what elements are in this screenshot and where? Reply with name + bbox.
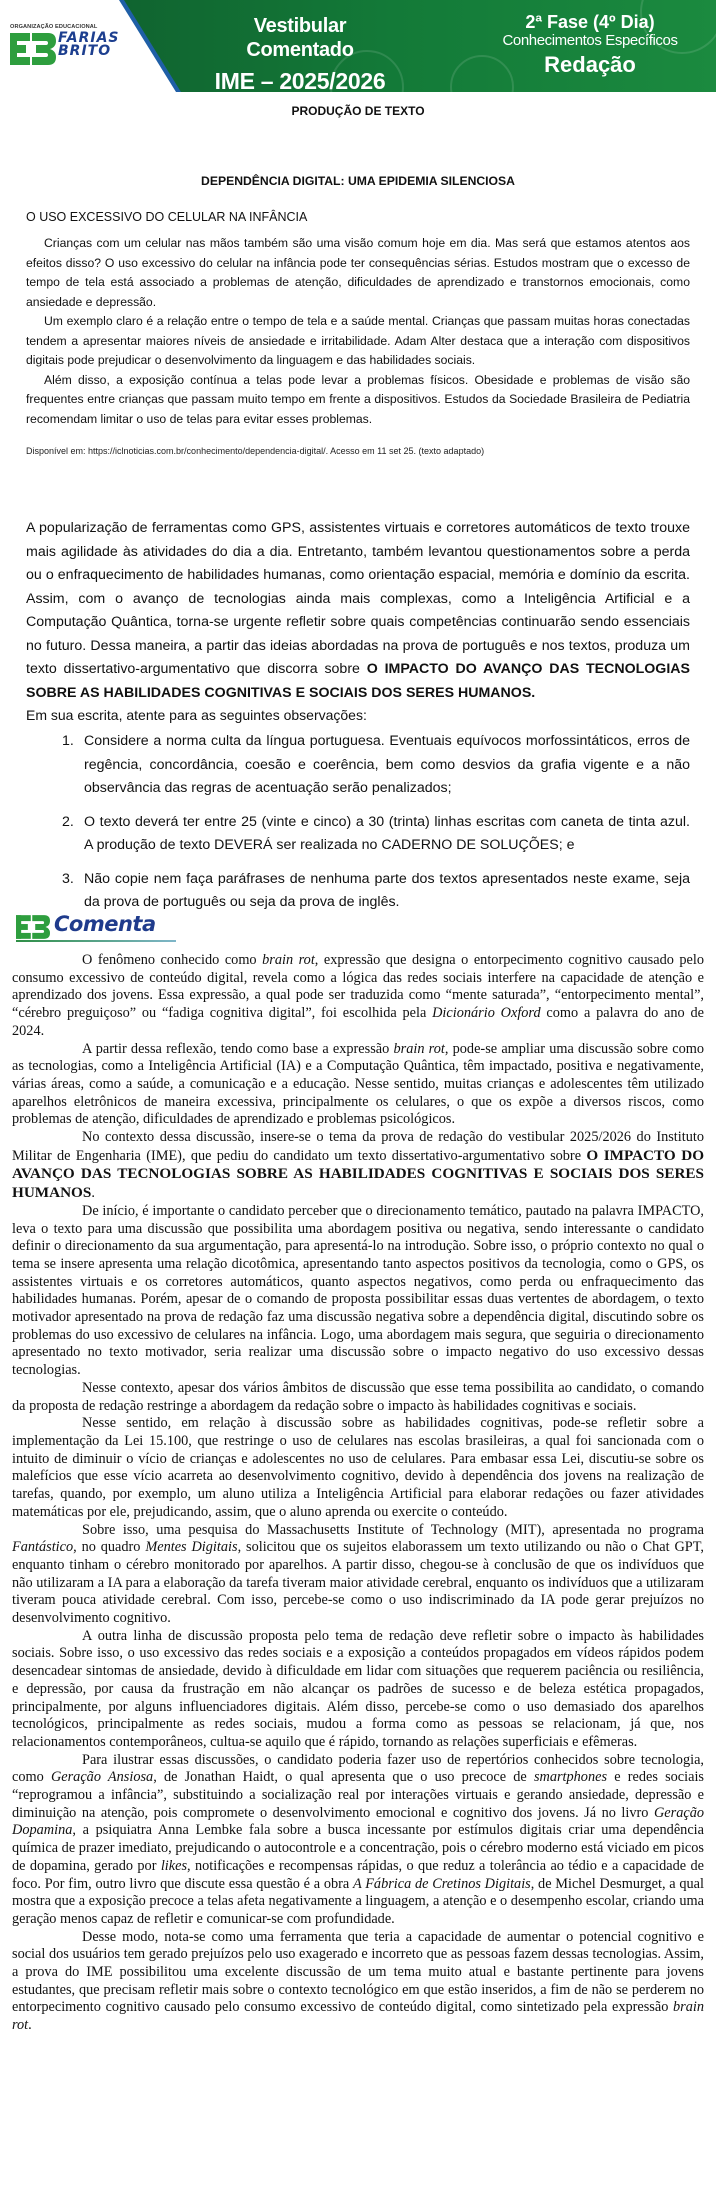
essay-prompt [26,517,690,705]
commentary-paragraph [12,1522,704,1628]
logo-name [58,32,120,58]
commentary-paragraph [12,1752,704,1929]
header-phase: 2ª Fase (4º Dia) [525,12,655,32]
support-text-title: DEPENDÊNCIA DIGITAL: UMA EPIDEMIA SILENCIOSA [201,174,515,188]
text-run: , pode-se ampliar uma discussão sobre como as tecnologias, como a Inteligência Artificial (IA) e a Computação Quântica, têm impactado, positiva e negativamente, várias áreas, como a saúde, a comunicação e a educação. Nesse sentido, muitas crianças e adolescentes têm utilizado aparelhos eletrônicos de maneira excessiva, principalmente os celulares, o que os expõe a diversos riscos, como problemas de atenção, dificuldades de aprendizado e problemas psicológicos. [12,1040,704,1128]
header-title: Vestibular Comentado [246,15,354,61]
italic-term: brain rot [393,1040,445,1057]
commentary-paragraph [12,1129,704,1203]
observation-item [62,730,690,801]
text-run: , de Michel Desmurget, a qual mostra que a exposição precoce a telas afeta negativamente a linguagem, a atenção e o desempenho escolar, criando uma geração menos capaz de refletir e comunicar-se com profundidade. [12,1875,704,1927]
italic-term: Fantástico [12,1539,74,1556]
italic-term: likes [160,1857,188,1874]
observation-text: O texto deverá ter entre 25 (vinte e cinco) a 30 (trinta) linhas escritas com caneta de tinta azul. A produção de texto DEVERÁ ser realizada no CADERNO DE SOLUÇÕES; e [84,813,690,853]
text-run: e redes sociais “reprogramou a infância”, substituindo a socialização real por interações virtuais e gerando ansiedade, depressão e diminuição na atenção, pois compromete o desenvolvimento emocional e cognitivo dos jovens. Já no livro [12,1769,704,1821]
observation-number: 1. [62,733,74,749]
support-paragraph: Além disso, a exposição contínua a telas pode levar a problemas físicos. Obesidade e problemas de visão são frequentes entre crianças que passam muito tempo em frente a dispositivos. Estudos da Sociedade Brasileira de Pediatria recomendam limitar o uso de telas para evitar esses problemas. [26,372,690,426]
observation-item [62,868,690,915]
italic-term: smartphones [533,1769,608,1786]
header-subject: Redação [544,52,636,77]
italic-term: brain rot [262,952,315,968]
fb-logo-mark-icon [10,33,56,65]
text-run: , a psiquiatra Anna Lembke fala sobre a busca incessante por estímulos digitais criar uma dependência química de prazer imediato, prejudicando o autocontrole e a concentração, pois o cérebro moderno está viciado em picos de dopamina, gerado por [12,1822,704,1874]
text-run: Desse modo, nota-se como uma ferramenta que teria a capacidade de aumentar o potencial cognitivo e social dos usuários tem gerado prejuízos pelo uso exagerado e incorreto que as pessoas fazem dessas tecnologias. Assim, a prova do IME possibilitou uma excelente discussão de um tema muito atual e bastante pertinente para jovens estudantes, que precisam refletir mais sobre o contexto tecnológico em que estão inseridos, a fim de não se perderem no entorpecimento cognitivo causado pelo consumo excessivo de conteúdo digital, como sintetizado pela expressão [12,1928,704,2016]
prompt-theme: O IMPACTO DO AVANÇO DAS TECNOLOGIAS SOBRE AS HABILIDADES COGNITIVAS E SOCIAIS DOS SERES HUMANOS. [26,661,690,701]
observations-intro: Em sua escrita, atente para as seguintes observações: [26,707,367,723]
observations-list [62,730,690,925]
text-run: . [28,2017,32,2034]
italic-term: Geração Ansiosa [50,1769,154,1786]
text-run: Sobre isso, uma pesquisa do Massachusetts Institute of Technology (MIT), apresentada no programa [82,1521,704,1538]
italic-term: Dicionário Oxford [432,1005,541,1022]
source-citation: Disponível em: https://iclnoticias.com.br/conhecimento/dependencia-digital/. Acesso em 11 set 25. (texto adaptado) [26,446,485,456]
italic-term: A Fábrica de Cretinos Digitais [352,1875,531,1892]
commentary-paragraph [12,1929,704,2035]
text-run: , expressão que designa o entorpecimento cognitivo causado pelo consumo excessivo de conteúdo digital, revela como a lógica das redes sociais interfere na capacidade de atenção e aprendizado dos jovens. Essa expressão, a qual pode ser traduzida como “mente saturada”, “entorpecimento mental”, “cérebro preguiçoso” ou “fadiga cognitiva digital”, foi escolhida pela [12,952,705,1022]
text-run: O fenômeno conhecido como [82,952,263,968]
header-area: Conhecimentos Específicos [502,32,678,49]
logo-name-line2: BRITO [58,43,112,59]
italic-term: Mentes Digitais [145,1539,238,1556]
comenta-wordmark: Comenta [54,912,156,936]
logo-organization-label: ORGANIZAÇÃO EDUCACIONAL [10,24,98,30]
text-run: , de Jonathan Haidt, o qual apresenta que o uso precoce de [153,1769,534,1786]
text-run: , notificações e recompensas rápidas, o que reduz a tolerância ao tédio e a capacidade de foco. Por fim, outro livro que discute essa questão é a obra [12,1857,704,1892]
support-text-subtitle: O USO EXCESSIVO DO CELULAR NA INFÂNCIA [26,210,308,224]
commentary-body [12,952,704,2035]
theme-bold: O IMPACTO DO AVANÇO DAS TECNOLOGIAS SOBRE AS HABILIDADES COGNITIVAS E SOCIAIS DOS SERES HUMANOS [12,1146,705,1202]
commentary-paragraph [12,952,704,1041]
header-title-block [200,14,400,92]
text-run: . [91,1185,95,1202]
text-run: como a palavra do ano de 2024. [12,1005,704,1039]
observation-item [62,811,690,858]
logo-name-line1: FARIAS [58,30,120,46]
observation-text: Considere a norma culta da língua portuguesa. Eventuais equívocos morfossintáticos, erros de regência, concordância, coesão e coerência, bem como desvios da grafia vigente e a não observância das regras de acentuação serão penalizados; [84,733,690,796]
commentary-paragraph: Nesse sentido, em relação à discussão sobre as habilidades cognitivas, pode-se refletir sobre a implementação da Lei 15.100, que restringe o uso de celulares nas escolas brasileiras, a qual foi sancionada com o intuito de diminuir o vício de crianças e adolescentes no uso de celulares. Para embasar essa Lei, discutiu-se sobre os malefícios que esse vício acarreta ao desenvolvimento cognitivo, devido à dependência dos jovens na realização de tarefas, quando, por exemplo, um aluno utiliza a Inteligência Artificial para elaborar redações ou fazer atividades matemáticas por ele, prejudicando, assim, que o aluno aprenda ou exercite o conteúdo. [12,1415,704,1520]
italic-term: Geração Dopamina [12,1804,704,1839]
text-run: , no quadro [73,1539,146,1556]
farias-brito-logo [10,24,120,68]
header-banner [0,0,716,92]
commentary-paragraph: De início, é importante o candidato perceber que o direcionamento temático, pautado na palavra IMPACTO, leva o texto para uma discussão que possibilita uma abordagem positiva ou negativa, sendo interessante o candidato definir o direcionamento da sua argumentação, para apresentá-lo na introdução. Sobre isso, o próprio contexto no qual o tema se insere apresenta uma relação dicotômica, apresentando tanto aspectos positivos da tecnologia, como o GPS, os assistentes virtuais e os corretores automáticos, quanto aspectos negativos, como perda ou enfraquecimento das habilidades humanas. Porém, apesar de o comando de proposta possibilitar essas duas vertentes de abordagem, o texto motivador apresentado na prova de redação faz uma discussão negativa sobre a dependência digital, discutindo sobre os problemas do uso excessivo de celulares na infância. Logo, uma abordagem mais segura, que seguiria o direcionamento apresentado no texto motivador, seria realizar uma discussão sobre o impacto negativo do uso excessivo dessas tecnologias. [12,1202,704,1379]
text-run: , solicitou que os sujeitos elaborassem um texto utilizando ou não o Chat GPT, enquanto tinham o cérebro monitorado por aparelhos. A partir disso, chegou-se à conclusão de que os indivíduos que não utilizaram a IA para a elaboração da tarefa tiveram maior atividade cerebral, enquanto os indivíduos que a utilizaram tiveram pouca atividade cerebral. Com isso, percebe-se como o uso indiscriminado da IA pode gerar prejuízos no desenvolvimento cognitivo. [12,1539,704,1627]
fb-logo-mark-icon [16,915,50,939]
commentary-paragraph: Nesse contexto, apesar dos vários âmbitos de discussão que esse tema possibilita ao candidato, o comando da proposta de redação restringe a abordagem da redação sobre o impacto às habilidades cognitivas e sociais. [12,1379,704,1414]
observation-number: 2. [62,813,74,830]
header-exam: IME – 2025/2026 [214,68,386,92]
prompt-text: A popularização de ferramentas como GPS, assistentes virtuais e corretores automáticos de texto trouxe mais agilidade às atividades do dia a dia. Entretanto, também levantou questionamentos sobre a perda ou o enfraquecimento de habilidades humanas, como orientação espacial, memória e domínio da escrita. Assim, com o avanço de tecnologias ainda mais complexas, como a Inteligência Artificial e a Computação Quântica, torna-se urgente refletir sobre quais competências continuarão sendo essenciais no futuro. Dessa maneira, a partir das ideias abordadas na prova de português e nos textos, produza um texto dissertativo-argumentativo que discorra sobre [26,520,690,677]
text-run: Para ilustrar essas discussões, o candidato poderia fazer uso de repertórios conhecidos sobre tecnologia, como [12,1751,704,1786]
text-run: A partir dessa reflexão, tendo como base a expressão [82,1040,394,1057]
fb-comenta-logo [16,913,176,943]
support-paragraph: Um exemplo claro é a relação entre o tempo de tela e a saúde mental. Crianças que passam muitas horas conectadas tendem a apresentar maiores níveis de ansiedade e irritabilidade. Adam Alter destaca que a interação com dispositivos digitais pode prejudicar o desenvolvimento da linguagem e das habilidades sociais. [26,314,690,367]
commentary-paragraph [12,1041,704,1130]
support-text-body [26,234,690,429]
text-run: No contexto dessa discussão, insere-se o tema da prova de redação do vestibular 2025/2026 do Instituto Militar de Engenharia (IME), que pediu do candidato um texto dissertativo-argumentativo sobre [12,1129,704,1164]
section-title: PRODUÇÃO DE TEXTO [291,104,425,118]
comenta-underline [16,940,176,942]
observation-number: 3. [62,870,74,887]
header-info-block [480,12,700,80]
observation-text: Não copie nem faça paráfrases de nenhuma parte dos textos apresentados neste exame, seja da prova de português ou seja da prova de inglês. [84,870,690,910]
commentary-paragraph: A outra linha de discussão proposta pelo tema de redação deve refletir sobre o impacto às habilidades sociais. Sobre isso, o uso excessivo das redes sociais e a exposição a conteúdos propagados em vídeos rápidos podem desencadear sintomas de ansiedade, devido à dificuldade em lidar com situações que requerem paciência ou resiliência, e depressão, por causa da frustração em não alcançar os padrões de sucesso e de beleza estética propagados, principalmente, por alguns influenciadores digitais. Além disso, percebe-se como o uso demasiado dos aparelhos tecnológicos, principalmente as redes sociais, mudou a forma como as pessoas se relacionam, já que, nos relacionamentos contemporâneos, cultua-se aquilo que é rápido, tornando as relações superficiais e efêmeras. [12,1627,704,1750]
support-paragraph: Crianças com um celular nas mãos também são uma visão comum hoje em dia. Mas será que estamos atentos aos efeitos disso? O uso excessivo do celular na infância pode ter consequências sérias. Estudos mostram que o excesso de tempo de tela está associado a problemas de atenção, dificuldades de aprendizado e transtornos emocionais, como ansiedade e depressão. [26,236,690,309]
italic-term: brain rot [12,1999,704,2034]
